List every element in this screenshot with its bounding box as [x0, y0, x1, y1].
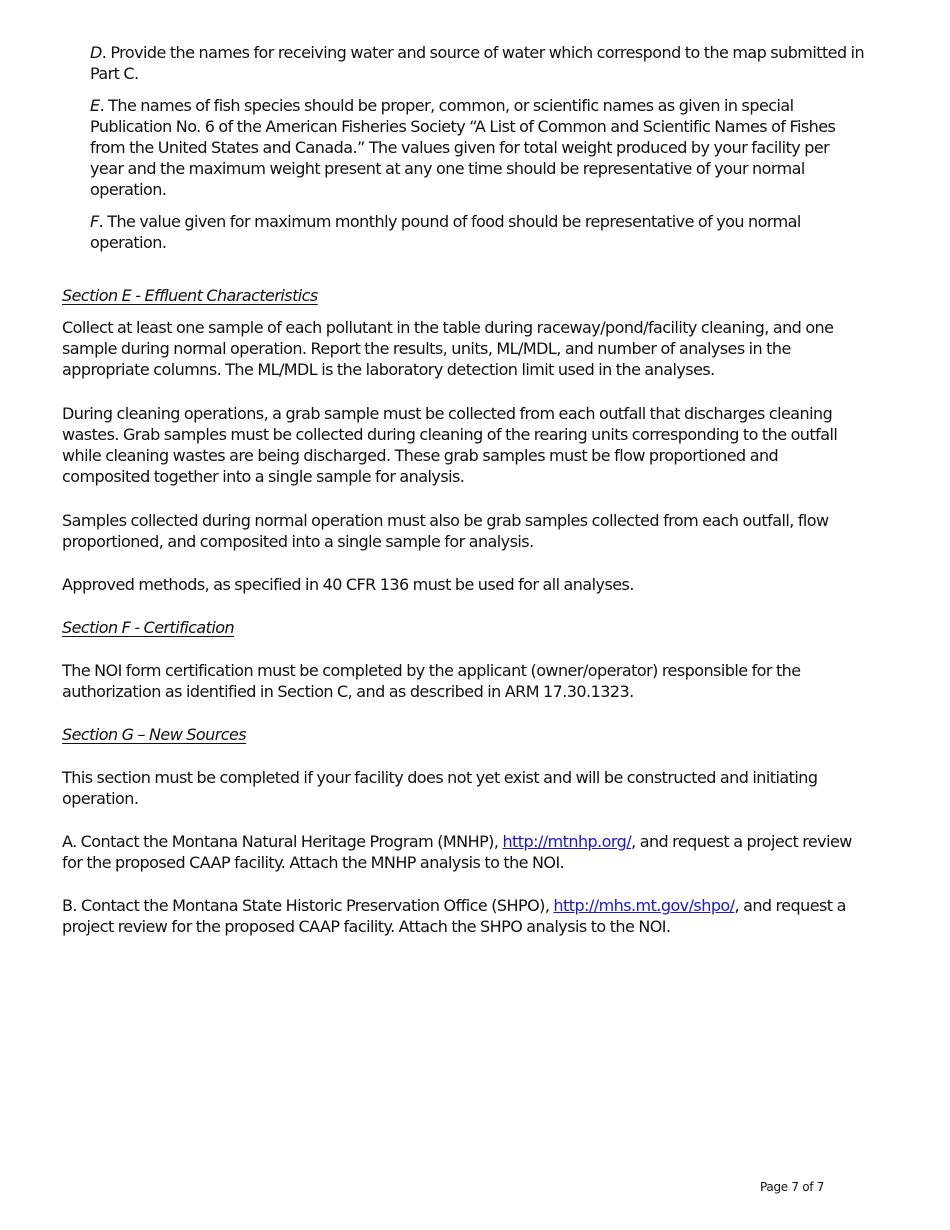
section-f-paragraph-1: The NOI form certification must be completed by the applicant (owner/operator) responsible for the authorization as identified in Section C, and as described in ARM 17.30.1323.: [62, 661, 801, 701]
item-b-text-before: B. Contact the Montana State Historic Preservation Office (SHPO),: [62, 896, 554, 915]
item-a-text-before: A. Contact the Montana Natural Heritage Program (MNHP),: [62, 832, 503, 851]
mnhp-link[interactable]: http://mtnhp.org/: [502, 832, 632, 851]
section-g-item-b: [62, 895, 862, 937]
section-e-paragraph-4: Approved methods, as specified in 40 CFR 136 must be used for all analyses.: [62, 575, 634, 594]
section-g-heading: Section G – New Sources: [62, 725, 247, 744]
section-g-paragraph-1: This section must be completed if your facility does not yet exist and will be constructed and initiating operation.: [62, 768, 818, 808]
item-a-text-after: , and request a project review for the proposed CAAP facility. Attach the MNHP analysis to the NOI.: [62, 832, 852, 872]
section-e-paragraph-2: During cleaning operations, a grab sample must be collected from each outfall that discharges cleaning wastes. Grab samples must be collected during cleaning of the rearing units corresponding to the outfall while cleaning wastes are being discharged. These grab samples must be flow proportioned and composited together into a single sample for analysis.: [62, 404, 838, 486]
instruction-e: [90, 95, 865, 200]
instruction-f: [90, 211, 865, 253]
instruction-e-letter: E: [90, 96, 100, 115]
section-f-heading: Section F - Certification: [62, 618, 235, 637]
instruction-e-text: . The names of fish species should be proper, common, or scientific names as given in special Publication No. 6 of the American Fisheries Society “A List of Common and Scientific Names of Fishes from the United States and Canada.” The values given for total weight produced by your facility per year and the maximum weight present at any one time should be representative of your normal operation.: [90, 96, 836, 199]
section-e-paragraph-1: Collect at least one sample of each pollutant in the table during raceway/pond/facility cleaning, and one sample during normal operation. Report the results, units, ML/MDL, and number of analyses in the appropriate columns. The ML/MDL is the laboratory detection limit used in the analyses.: [62, 318, 834, 379]
section-e-heading: Section E - Effluent Characteristics: [62, 286, 318, 305]
section-g-item-a: [62, 831, 862, 873]
instruction-d-letter: D: [90, 43, 102, 62]
instruction-d-text: . Provide the names for receiving water and source of water which correspond to the map submitted in Part C.: [90, 43, 865, 83]
shpo-link[interactable]: http://mhs.mt.gov/shpo/: [553, 896, 735, 915]
instruction-d: [90, 42, 865, 84]
instruction-f-text: . The value given for maximum monthly pound of food should be representative of you normal operation.: [90, 212, 801, 252]
instruction-f-letter: F: [90, 212, 99, 231]
page-number: Page 7 of 7: [760, 1180, 825, 1194]
item-b-text-after: , and request a project review for the proposed CAAP facility. Attach the SHPO analysis to the NOI.: [62, 896, 846, 936]
section-e-paragraph-3: Samples collected during normal operation must also be grab samples collected from each outfall, flow proportioned, and composited into a single sample for analysis.: [62, 511, 829, 551]
